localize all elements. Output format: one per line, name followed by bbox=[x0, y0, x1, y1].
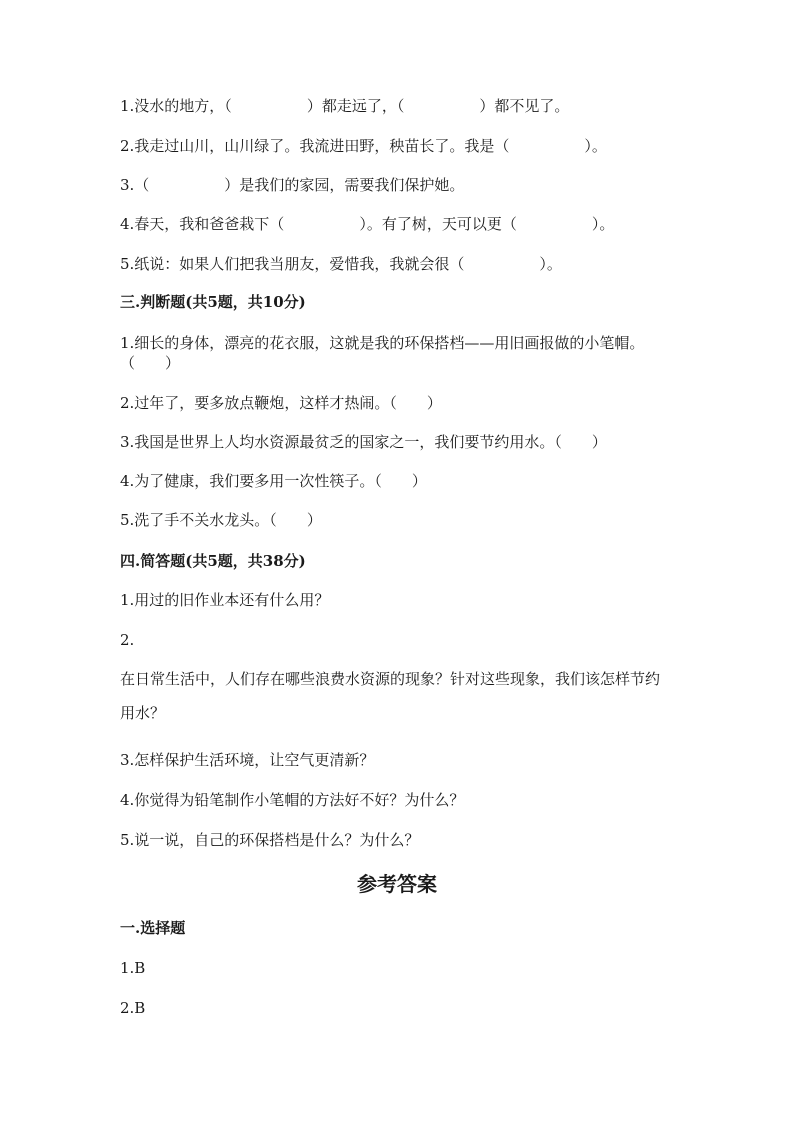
short-answer-q3: 3.怎样保护生活环境，让空气更清新？ bbox=[120, 751, 375, 769]
fill-blank-item-1: 1.没水的地方，（ ）都走远了，（ ）都不见了。 bbox=[120, 97, 570, 115]
answers-title: 参考答案 bbox=[357, 872, 437, 896]
true-false-item-4: 4.为了健康，我们要多用一次性筷子。（ ） bbox=[120, 472, 427, 490]
short-answer-q5: 5.说一说，自己的环保搭档是什么？为什么？ bbox=[120, 831, 420, 849]
true-false-item-1: 1.细长的身体，漂亮的花衣服，这就是我的环保搭档——用旧画报做的小笔帽。（ ） bbox=[120, 334, 645, 372]
answers-section1-heading: 一.选择题 bbox=[120, 919, 186, 937]
short-answer-q1: 1.用过的旧作业本还有什么用？ bbox=[120, 591, 330, 609]
true-false-item-2: 2.过年了，要多放点鞭炮，这样才热闹。（ ） bbox=[120, 394, 442, 412]
true-false-item-5: 5.洗了手不关水龙头。（ ） bbox=[120, 511, 322, 529]
true-false-item-3: 3.我国是世界上人均水资源最贫乏的国家之一，我们要节约用水。（ ） bbox=[120, 433, 607, 451]
section4-heading: 四.简答题(共5题，共38分) bbox=[120, 552, 306, 570]
answer-item-2: 2.B bbox=[120, 999, 146, 1017]
short-answer-q2-number: 2. bbox=[120, 631, 135, 649]
fill-blank-item-4: 4.春天，我和爸爸栽下（ ）。有了树，天可以更（ ）。 bbox=[120, 215, 615, 233]
short-answer-q4: 4.你觉得为铅笔制作小笔帽的方法好不好？为什么？ bbox=[120, 791, 465, 809]
section3-heading: 三.判断题(共5题，共10分) bbox=[120, 293, 306, 311]
fill-blank-item-3: 3.（ ）是我们的家园，需要我们保护她。 bbox=[120, 176, 465, 194]
fill-blank-item-5: 5.纸说：如果人们把我当朋友，爱惜我，我就会很（ ）。 bbox=[120, 255, 562, 273]
answer-item-1: 1.B bbox=[120, 959, 146, 977]
fill-blank-item-2: 2.我走过山川，山川绿了。我流进田野，秧苗长了。我是（ ）。 bbox=[120, 137, 607, 155]
short-answer-q2-text: 在日常生活中，人们存在哪些浪费水资源的现象？针对这些现象，我们该怎样节约用水？ bbox=[120, 670, 661, 722]
